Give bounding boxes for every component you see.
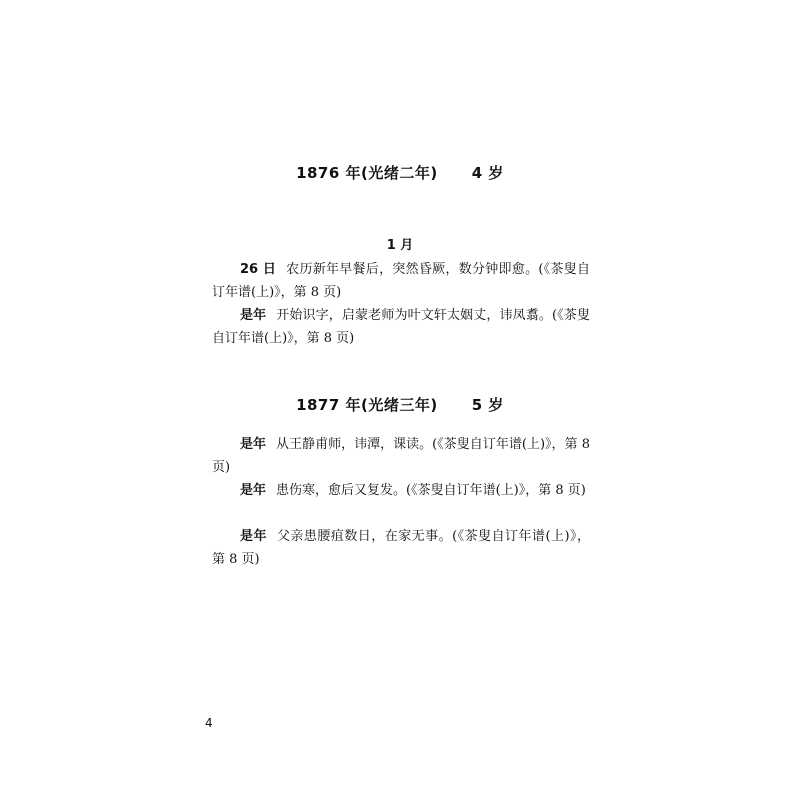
year-title: 1876 年(光绪二年) — [296, 164, 438, 182]
entry-date: 26 日 — [240, 262, 277, 277]
entry-1876-year — [212, 304, 590, 350]
year-heading-1877 — [0, 394, 800, 415]
entry-text: 农历新年早餐后，突然昏厥，数分钟即愈。(《茶叟自订年谱(上)》，第 8 页) — [212, 262, 590, 300]
entry-date: 是年 — [240, 483, 267, 498]
entry-date: 是年 — [240, 529, 267, 544]
age-label: 4 岁 — [471, 164, 504, 182]
page-number: 4 — [205, 716, 213, 730]
entry-1877-year-1 — [212, 433, 590, 479]
entry-text: 父亲患腰疽数日，在家无事。(《茶叟自订年谱(上)》，第 8 页) — [212, 529, 590, 567]
entry-1877-year-3 — [212, 525, 590, 571]
entry-text: 开始识字，启蒙老师为叶文轩太姻丈，讳凤翥。(《茶叟自订年谱(上)》，第 8 页) — [212, 308, 590, 346]
entry-date: 是年 — [240, 308, 267, 323]
entry-text: 患伤寒，愈后又复发。(《茶叟自订年谱(上)》，第 8 页) — [276, 483, 586, 498]
month-heading: 1 月 — [386, 238, 414, 253]
entry-1877-year-2 — [212, 479, 590, 502]
entry-date: 是年 — [240, 437, 267, 452]
entry-1876-jan-26 — [212, 258, 590, 304]
age-label: 5 岁 — [471, 396, 504, 414]
entry-text: 从王静甫师，讳潭，课读。(《茶叟自订年谱(上)》，第 8 页) — [212, 437, 590, 475]
year-title: 1877 年(光绪三年) — [296, 396, 438, 414]
year-heading-1876 — [0, 162, 800, 183]
